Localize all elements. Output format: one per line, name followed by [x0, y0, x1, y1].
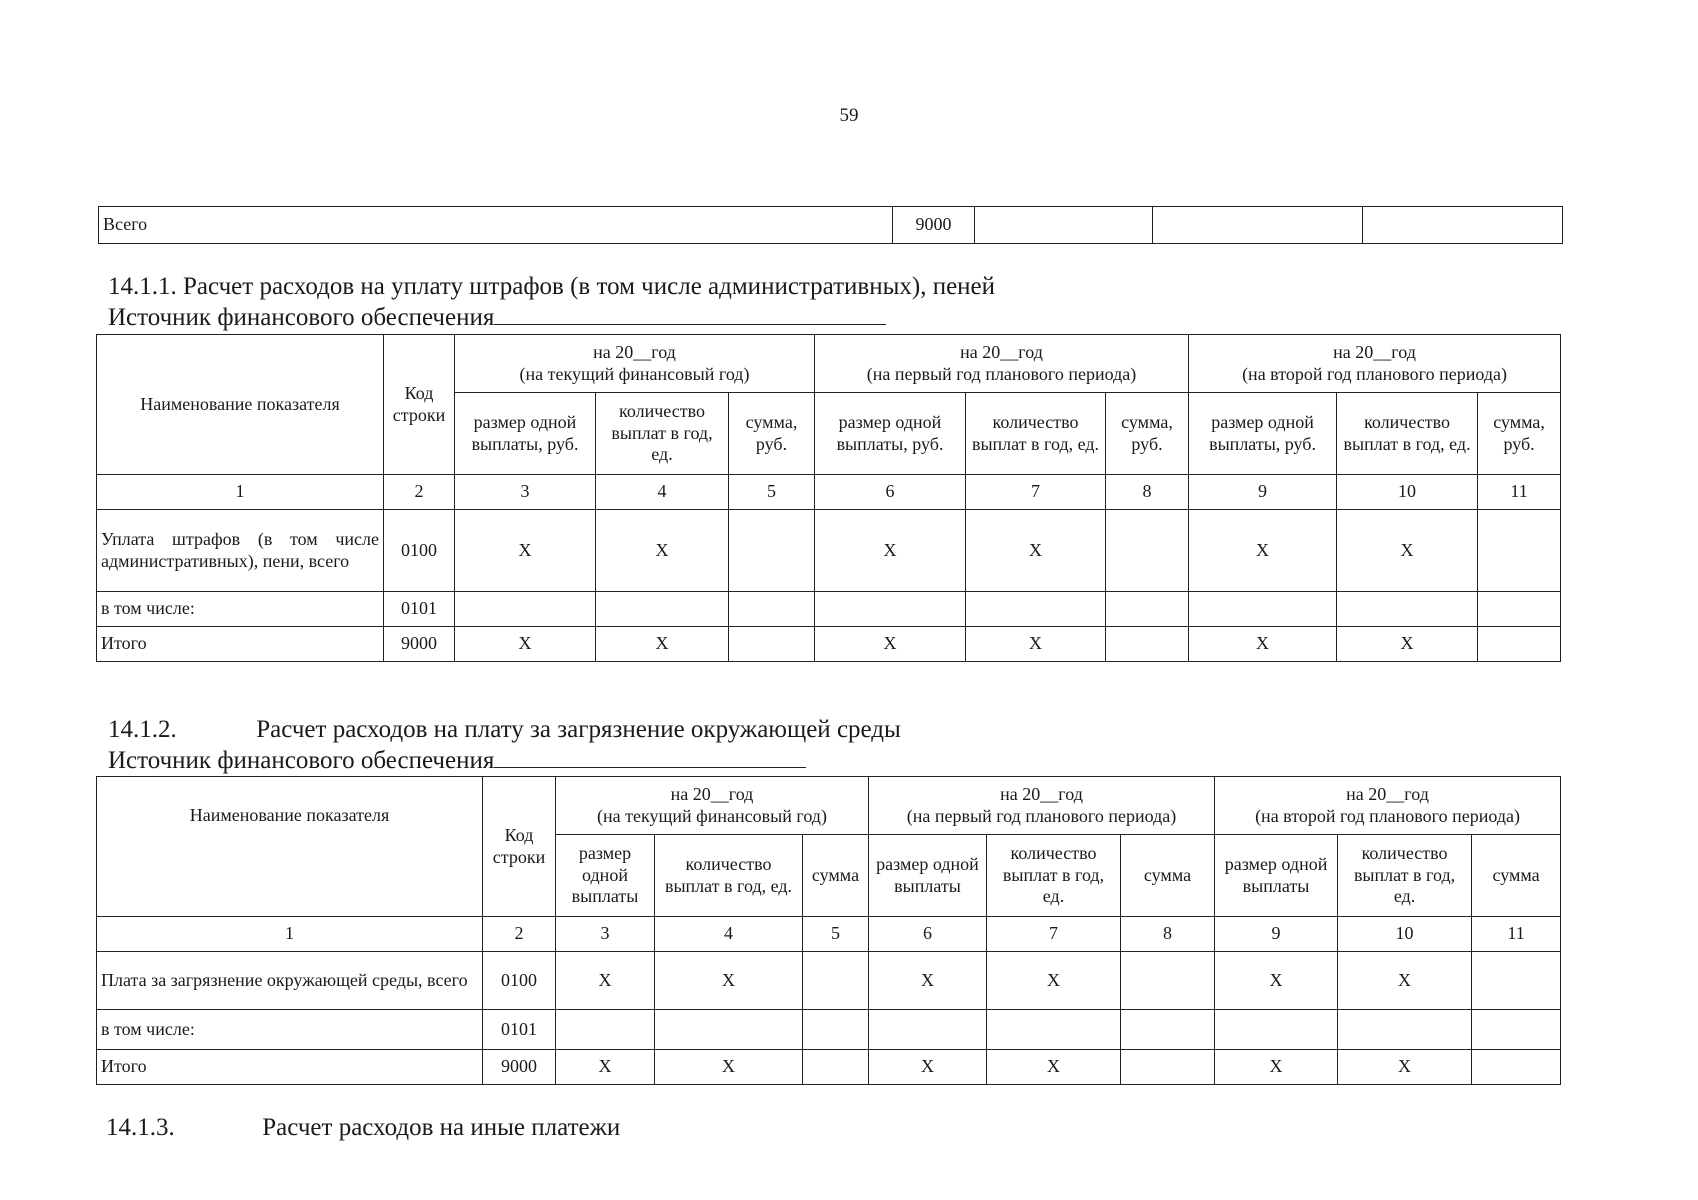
row-code: 0100 — [483, 952, 556, 1010]
row-cell: Х — [1337, 627, 1478, 662]
header-row — [97, 335, 1561, 393]
column-number: 6 — [815, 475, 966, 510]
column-number: 10 — [1337, 475, 1478, 510]
row-cell — [1472, 1050, 1561, 1085]
column-number: 6 — [869, 917, 987, 952]
row-cell: Х — [655, 1050, 803, 1085]
subheader-cell: количество выплат в год, ед. — [1338, 835, 1472, 917]
row-cell: Х — [1338, 952, 1472, 1010]
column-number: 2 — [384, 475, 455, 510]
column-number: 2 — [483, 917, 556, 952]
funding-source-blank — [494, 302, 886, 325]
row-cell — [815, 592, 966, 627]
row-cell: Х — [556, 1050, 655, 1085]
header-row — [97, 777, 1561, 835]
column-number: 11 — [1472, 917, 1561, 952]
column-number: 8 — [1121, 917, 1215, 952]
header-period-first — [815, 335, 1189, 393]
total-row — [99, 207, 1563, 244]
period-desc: (на второй год планового периода) — [1255, 805, 1520, 826]
row-cell: Х — [987, 1050, 1121, 1085]
total-table — [98, 206, 1563, 244]
period-desc: (на первый год планового периода) — [866, 363, 1137, 384]
header-period-first — [869, 777, 1215, 835]
table-row — [97, 627, 1561, 662]
row-name: Итого — [97, 627, 384, 662]
column-number: 3 — [556, 917, 655, 952]
row-code: 0101 — [483, 1010, 556, 1050]
column-number-row — [97, 917, 1561, 952]
column-number: 7 — [987, 917, 1121, 952]
period-year: на 20__год — [1333, 341, 1416, 362]
column-number: 8 — [1106, 475, 1189, 510]
row-cell — [1472, 1010, 1561, 1050]
subheader-cell: размер одной выплаты, руб. — [815, 393, 966, 475]
subheader-cell: сумма — [1472, 835, 1561, 917]
row-cell — [1215, 1010, 1338, 1050]
row-cell — [869, 1010, 987, 1050]
section-number: 14.1.3. — [106, 1114, 175, 1141]
header-period-current — [455, 335, 815, 393]
subheader-cell: количество выплат в год, ед. — [1337, 393, 1478, 475]
row-cell — [1337, 592, 1478, 627]
row-cell — [1106, 510, 1189, 592]
row-cell: Х — [596, 510, 729, 592]
empty-cell — [975, 207, 1153, 244]
header-name: Наименование показателя — [97, 335, 384, 475]
header-name: Наименование показателя — [97, 777, 483, 917]
row-cell: Х — [966, 510, 1106, 592]
funding-source-blank — [494, 745, 806, 768]
table-row — [97, 592, 1561, 627]
row-cell — [1478, 627, 1561, 662]
row-cell: Х — [1189, 627, 1337, 662]
header-code: Код строки — [483, 777, 556, 917]
row-cell — [1189, 592, 1337, 627]
section-title: Расчет расходов на плату за загрязнение окружающей среды — [256, 716, 901, 743]
column-number: 11 — [1478, 475, 1561, 510]
row-name: в том числе: — [97, 1010, 483, 1050]
row-cell — [655, 1010, 803, 1050]
section-title: Расчет расходов на иные платежи — [262, 1114, 621, 1141]
row-cell: Х — [1338, 1050, 1472, 1085]
row-cell: Х — [455, 510, 596, 592]
column-number: 5 — [803, 917, 869, 952]
column-number: 4 — [596, 475, 729, 510]
row-cell — [596, 592, 729, 627]
funding-source-label: Источник финансового обеспечения — [108, 747, 495, 774]
subheader-cell: сумма — [1121, 835, 1215, 917]
period-desc: (на текущий финансовый год) — [519, 363, 750, 384]
row-cell: Х — [966, 627, 1106, 662]
row-cell — [1478, 510, 1561, 592]
subheader-cell: размер одной выплаты, руб. — [455, 393, 596, 475]
total-code: 9000 — [893, 207, 975, 244]
header-period-second — [1215, 777, 1561, 835]
period-year: на 20__год — [1000, 783, 1083, 804]
row-name: Итого — [97, 1050, 483, 1085]
empty-cell — [1363, 207, 1563, 244]
row-cell: Х — [596, 627, 729, 662]
subheader-cell: размер одной выплаты — [556, 835, 655, 917]
row-cell: Х — [1215, 1050, 1338, 1085]
row-cell — [1121, 952, 1215, 1010]
row-name: Плата за загрязнение окружающей среды, всего — [97, 952, 483, 1010]
column-number: 9 — [1215, 917, 1338, 952]
subheader-cell: количество выплат в год, ед. — [987, 835, 1121, 917]
subheader-cell: размер одной выплаты — [1215, 835, 1338, 917]
column-number: 5 — [729, 475, 815, 510]
subheader-cell: количество выплат в год, ед. — [966, 393, 1106, 475]
subheader-cell: размер одной выплаты, руб. — [1189, 393, 1337, 475]
column-number: 3 — [455, 475, 596, 510]
row-cell — [1478, 592, 1561, 627]
subheader-cell: размер одной выплаты — [869, 835, 987, 917]
header-period-second — [1189, 335, 1561, 393]
subheader-cell: сумма, руб. — [729, 393, 815, 475]
period-year: на 20__год — [960, 341, 1043, 362]
column-number: 4 — [655, 917, 803, 952]
page-number: 59 — [839, 105, 859, 126]
funding-source-line — [108, 745, 806, 775]
row-code: 9000 — [384, 627, 455, 662]
row-cell — [987, 1010, 1121, 1050]
fines-table — [96, 334, 1561, 662]
column-number: 10 — [1338, 917, 1472, 952]
row-cell — [803, 1010, 869, 1050]
table-row — [97, 510, 1561, 592]
section-number: 14.1.1. — [108, 273, 177, 300]
subheader-cell: сумма, руб. — [1106, 393, 1189, 475]
row-cell: Х — [869, 952, 987, 1010]
row-cell — [556, 1010, 655, 1050]
total-label: Всего — [99, 207, 893, 244]
subheader-cell: сумма, руб. — [1478, 393, 1561, 475]
header-code: Код строки — [384, 335, 455, 475]
funding-source-line — [108, 302, 886, 332]
period-year: на 20__год — [1346, 783, 1429, 804]
row-cell — [1106, 627, 1189, 662]
period-year: на 20__год — [593, 341, 676, 362]
funding-source-label: Источник финансового обеспечения — [108, 304, 495, 331]
column-number-row — [97, 475, 1561, 510]
section-heading — [108, 273, 995, 301]
section-heading — [106, 1114, 620, 1142]
row-cell — [729, 627, 815, 662]
column-number: 1 — [97, 475, 384, 510]
period-year: на 20__год — [670, 783, 754, 804]
empty-cell — [1153, 207, 1363, 244]
period-desc: (на текущий финансовый год) — [597, 805, 827, 826]
subheader-cell: количество выплат в год, ед. — [655, 835, 803, 917]
row-cell — [803, 1050, 869, 1085]
row-cell: Х — [987, 952, 1121, 1010]
row-cell — [729, 592, 815, 627]
row-cell — [1106, 592, 1189, 627]
column-number: 1 — [97, 917, 483, 952]
row-cell: Х — [1189, 510, 1337, 592]
table-row — [97, 1010, 1561, 1050]
column-number: 9 — [1189, 475, 1337, 510]
row-cell — [803, 952, 869, 1010]
period-desc: (на первый год планового периода) — [906, 805, 1177, 826]
row-cell: Х — [1337, 510, 1478, 592]
subheader-cell: количество выплат в год, ед. — [596, 393, 729, 475]
section-title: Расчет расходов на уплату штрафов (в том числе административных), пеней — [183, 273, 996, 300]
row-cell: Х — [815, 627, 966, 662]
row-cell — [1338, 1010, 1472, 1050]
pollution-table — [96, 776, 1561, 1085]
subheader-cell: сумма — [803, 835, 869, 917]
period-desc: (на второй год планового периода) — [1242, 363, 1507, 384]
table-row — [97, 1050, 1561, 1085]
row-cell: Х — [655, 952, 803, 1010]
row-cell: Х — [556, 952, 655, 1010]
section-heading — [108, 716, 901, 744]
table-row — [97, 952, 1561, 1010]
row-cell: Х — [455, 627, 596, 662]
row-cell: Х — [815, 510, 966, 592]
row-cell — [729, 510, 815, 592]
row-cell: Х — [1215, 952, 1338, 1010]
row-cell — [1121, 1010, 1215, 1050]
row-name: в том числе: — [97, 592, 384, 627]
header-period-current — [556, 777, 869, 835]
row-cell — [1121, 1050, 1215, 1085]
column-number: 7 — [966, 475, 1106, 510]
row-cell — [1472, 952, 1561, 1010]
row-code: 0100 — [384, 510, 455, 592]
row-cell — [966, 592, 1106, 627]
row-name: Уплата штрафов (в том числе административных), пени, всего — [97, 510, 384, 592]
section-number: 14.1.2. — [108, 716, 177, 743]
row-cell: Х — [869, 1050, 987, 1085]
row-code: 0101 — [384, 592, 455, 627]
row-code: 9000 — [483, 1050, 556, 1085]
row-cell — [455, 592, 596, 627]
